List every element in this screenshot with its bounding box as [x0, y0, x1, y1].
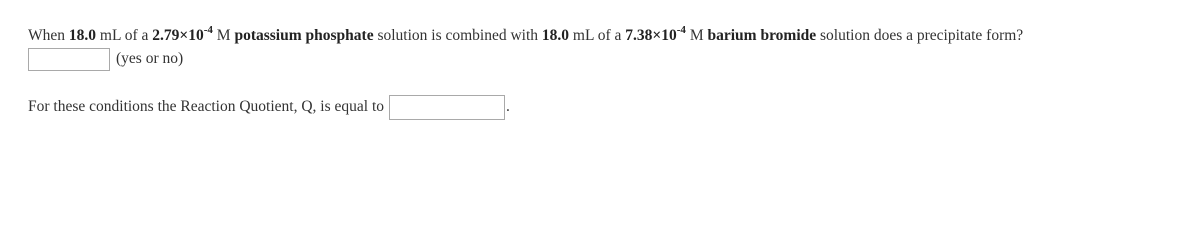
- volume-2: 18.0: [541, 27, 570, 44]
- concentration-2-exponent: -4: [676, 24, 686, 36]
- concentration-2: [625, 24, 686, 44]
- volume-1: 18.0: [68, 27, 97, 44]
- question-text: [28, 26, 1023, 46]
- question-part-7: solution does a precipitate form?: [816, 27, 1024, 44]
- yes-no-hint: (yes or no): [116, 50, 184, 67]
- reaction-quotient-input[interactable]: [389, 95, 505, 120]
- concentration-1: [152, 24, 213, 44]
- solute-1-name: potassium phosphate: [234, 27, 374, 44]
- question-part-6: M: [685, 27, 708, 44]
- question-part-2: mL of a: [96, 27, 153, 44]
- reaction-quotient-label: For these conditions the Reaction Quotient, Q, is equal to: [28, 98, 385, 115]
- precipitate-answer-row: [28, 47, 183, 71]
- solute-2-name: barium bromide: [707, 27, 817, 44]
- question-part-5: mL of a: [569, 27, 626, 44]
- precipitate-answer-input[interactable]: [28, 48, 110, 71]
- reaction-quotient-period: .: [506, 98, 510, 115]
- question-part-4: solution is combined with: [373, 27, 542, 44]
- question-part-1: When: [28, 27, 69, 44]
- concentration-1-exponent: -4: [203, 24, 213, 36]
- question-part-3: M: [212, 27, 235, 44]
- reaction-quotient-row: [28, 94, 510, 120]
- concentration-1-mantissa: 2.79×10: [152, 27, 204, 44]
- concentration-2-mantissa: 7.38×10: [625, 27, 677, 44]
